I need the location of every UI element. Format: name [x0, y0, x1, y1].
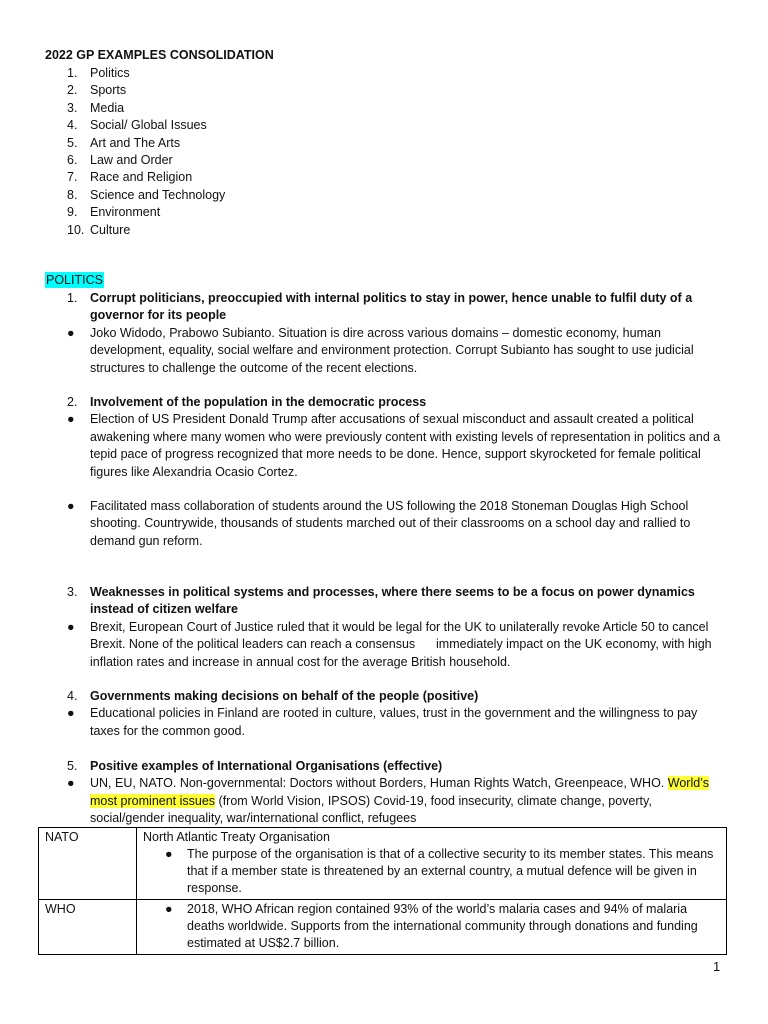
bullet-point — [45, 619, 725, 671]
bullet-icon: ● — [67, 325, 75, 340]
politics-item-3 — [45, 584, 725, 671]
item-heading — [45, 394, 725, 411]
list-number: 3. — [67, 100, 78, 115]
bullet-icon: ● — [165, 902, 173, 916]
page-number: 1 — [713, 959, 721, 974]
bullet-icon: ● — [165, 847, 173, 861]
topic-list-item — [45, 100, 225, 117]
topic-label: Science and Technology — [90, 187, 226, 202]
topic-label: Politics — [90, 66, 130, 80]
item-heading — [45, 688, 725, 705]
topic-list-item — [45, 82, 225, 99]
list-number: 6. — [67, 152, 78, 167]
bullet-text: Brexit, European Court of Justice ruled that it would be legal for the UK to unilaterally revoke Article 50 to cancel Brexit. None of the political leaders can reach a consensus immediately impact on the UK economy, with high inflation rates and increase in annual cost for the average British household. — [90, 619, 716, 669]
section-heading-politics: POLITICS — [46, 273, 103, 287]
bullet-point — [143, 846, 720, 897]
topic-list-item — [45, 135, 225, 152]
item-heading — [45, 758, 725, 775]
bullet-text: UN, EU, NATO. Non-governmental: Doctors without Borders, Human Rights Watch, Greenpeace, WHO. — [90, 776, 668, 791]
bullet-point — [45, 775, 725, 827]
bullet-point — [45, 498, 725, 550]
list-number: 7. — [67, 170, 78, 185]
topic-label: Environment — [90, 205, 161, 220]
highlighted-text: World’s most prominent issues — [90, 776, 709, 808]
politics-item-5 — [45, 758, 725, 828]
list-number: 5. — [67, 135, 78, 150]
bullet-text: (from World Vision, IPSOS) Covid-19, food insecurity, climate change, poverty, social/gender inequality, war/international conflict, refugees — [90, 793, 652, 826]
bullet-icon: ● — [67, 619, 75, 634]
topic-list-item — [45, 222, 225, 239]
item-heading — [45, 584, 725, 619]
list-number: 10. — [67, 222, 85, 237]
item-heading — [45, 290, 725, 325]
list-number: 4. — [67, 118, 78, 133]
list-number: 4. — [67, 689, 78, 703]
item-heading-text: Weaknesses in political systems and processes, where there seems to be a focus on power dynamics instead of citizen welfare — [90, 585, 695, 617]
topic-list-item — [45, 169, 225, 186]
document-title: 2022 GP EXAMPLES CONSOLIDATION — [45, 48, 274, 62]
list-number: 2. — [67, 83, 78, 98]
list-number: 9. — [67, 205, 78, 220]
topic-list-item — [45, 117, 225, 134]
politics-item-2 — [45, 394, 725, 550]
topic-label: Race and Religion — [90, 170, 193, 185]
table-cell-description — [137, 828, 727, 900]
bullet-icon: ● — [67, 499, 75, 514]
topic-label: Culture — [90, 222, 131, 237]
list-number: 2. — [67, 395, 78, 409]
topic-label: Law and Order — [90, 152, 173, 167]
table-row — [39, 828, 727, 900]
table-cell-description — [137, 900, 727, 955]
organisation-full-name: North Atlantic Treaty Organisation — [143, 830, 330, 844]
bullet-icon: ● — [67, 706, 75, 721]
table-row — [39, 900, 727, 955]
topic-list-item — [45, 65, 225, 82]
bullet-point — [143, 901, 720, 952]
topic-list-item — [45, 152, 225, 169]
topic-list-item — [45, 187, 225, 204]
list-number: 8. — [67, 187, 78, 202]
item-heading-text: Governments making decisions on behalf of the people (positive) — [90, 689, 479, 703]
bullet-text: Facilitated mass collaboration of students around the US following the 2018 Stoneman Douglas High School shooting. Countrywide, thousands of students marched out of their classrooms on a school day and rallied to demand gun reform. — [90, 499, 691, 548]
bullet-text: 2018, WHO African region contained 93% of the world’s malaria cases and 94% of malaria deaths worldwide. Supports from the international community through donations and funding estimated at US$2.7 billion. — [187, 902, 698, 950]
topic-label: Media — [90, 100, 125, 115]
bullet-text: Election of US President Donald Trump after accusations of sexual misconduct and assault created a political awakening where many women who were previously content with existing levels of representation in politics and a tepid pace of progress recognized that more needs to be done. Hence, support skyrocketed for female political figures like Alexandria Ocasio Cortez. — [90, 412, 721, 479]
bullet-text: Educational policies in Finland are rooted in culture, values, trust in the government and the willingness to pay taxes for the common good. — [90, 706, 698, 738]
list-number: 3. — [67, 585, 78, 599]
list-number: 1. — [67, 291, 78, 305]
list-number: 1. — [67, 66, 78, 80]
topic-list — [45, 65, 225, 239]
bullet-point — [45, 705, 725, 740]
item-heading-text: Positive examples of International Organisations (effective) — [90, 759, 443, 773]
bullet-text: The purpose of the organisation is that of a collective security to its member states. This means that if a member state is threatened by an external country, a mutual defence will be given in response. — [187, 847, 714, 895]
bullet-point — [45, 325, 725, 377]
list-number: 5. — [67, 759, 78, 773]
topic-list-item — [45, 204, 225, 221]
item-heading-text: Corrupt politicians, preoccupied with internal politics to stay in power, hence unable to fulfil duty of a governor for its people — [90, 291, 693, 323]
table-cell-abbreviation: WHO — [39, 900, 137, 955]
politics-item-4 — [45, 688, 725, 740]
organisations-table — [38, 827, 727, 955]
bullet-point — [45, 411, 725, 481]
politics-item-1 — [45, 290, 725, 377]
topic-label: Social/ Global Issues — [90, 118, 207, 133]
table-cell-abbreviation: NATO — [39, 828, 137, 900]
item-heading-text: Involvement of the population in the democratic process — [90, 395, 427, 409]
bullet-icon: ● — [67, 412, 75, 427]
bullet-icon: ● — [67, 776, 75, 791]
topic-label: Sports — [90, 83, 127, 98]
bullet-text: Joko Widodo, Prabowo Subianto. Situation is dire across various domains – domestic economy, human development, equality, social welfare and environment protection. Corrupt Subianto has sought to use judicial structures to challenge the outcome of the recent elections. — [90, 325, 694, 375]
topic-label: Art and The Arts — [90, 135, 181, 150]
